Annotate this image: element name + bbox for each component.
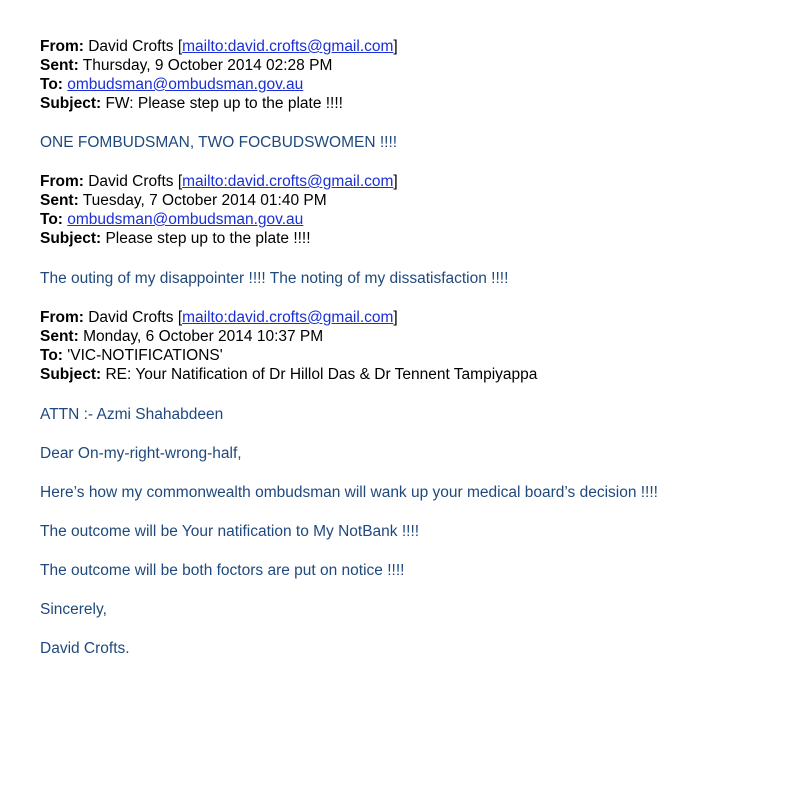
sent-label: Sent: [40,328,79,345]
sent-line [40,56,780,75]
to-line [40,346,780,365]
from-label: From: [40,38,84,55]
attn-line: ATTN :- Azmi Shahabdeen [40,406,224,423]
subject-label: Subject: [40,95,102,112]
body-paragraph: The outing of my disappointer !!!! The noting of my dissatisfaction !!!! [40,270,509,287]
sent-value: Monday, 6 October 2014 10:37 PM [83,328,324,345]
subject-line [40,365,780,384]
subject-label: Subject: [40,230,102,247]
subject-label: Subject: [40,366,102,383]
to-line [40,210,780,229]
to-label: To: [40,347,63,364]
to-line [40,75,780,94]
from-label: From: [40,173,84,190]
sign-off: Sincerely, [40,601,107,618]
email-thread [40,37,780,658]
body-paragraph: The outcome will be Your natification to My NotBank !!!! [40,523,420,540]
to-value: 'VIC-NOTIFICATIONS' [67,347,223,364]
salutation: Dear On-my-right-wrong-half, [40,445,242,462]
sent-label: Sent: [40,57,79,74]
to-email-link[interactable]: ombudsman@ombudsman.gov.au [67,211,304,228]
subject-value: Please step up to the plate !!!! [105,230,311,247]
from-mailto-link[interactable]: mailto:david.crofts@gmail.com [182,38,394,55]
from-line: From: David Crofts [mailto:david.crofts@gmail.com] [40,173,398,190]
from-mailto-link[interactable]: mailto:david.crofts@gmail.com [182,173,394,190]
from-line: From: David Crofts [mailto:david.crofts@gmail.com] [40,38,398,55]
subject-value: FW: Please step up to the plate !!!! [105,95,343,112]
to-label: To: [40,211,63,228]
body-paragraph: Here’s how my commonwealth ombudsman will wank up your medical board’s decision !!!! [40,484,658,501]
sent-value: Thursday, 9 October 2014 02:28 PM [82,57,333,74]
sent-value: Tuesday, 7 October 2014 01:40 PM [82,192,327,209]
subject-line [40,229,780,248]
from-label: From: [40,309,84,326]
from-name: David Crofts [88,309,174,326]
sent-label: Sent: [40,192,79,209]
from-mailto-link[interactable]: mailto:david.crofts@gmail.com [182,309,394,326]
sent-line [40,327,780,346]
to-label: To: [40,76,63,93]
to-email-link[interactable]: ombudsman@ombudsman.gov.au [67,76,304,93]
subject-value: RE: Your Natification of Dr Hillol Das & Dr Tennent Tampiyappa [105,366,538,383]
sent-line [40,191,780,210]
from-name: David Crofts [88,173,174,190]
from-name: David Crofts [88,38,174,55]
signature-name: David Crofts. [40,640,130,657]
subject-line [40,94,780,113]
body-paragraph: The outcome will be both foctors are put on notice !!!! [40,562,405,579]
from-line: From: David Crofts [mailto:david.crofts@gmail.com] [40,309,398,326]
body-paragraph: ONE FOMBUDSMAN, TWO FOCBUDSWOMEN !!!! [40,134,398,151]
